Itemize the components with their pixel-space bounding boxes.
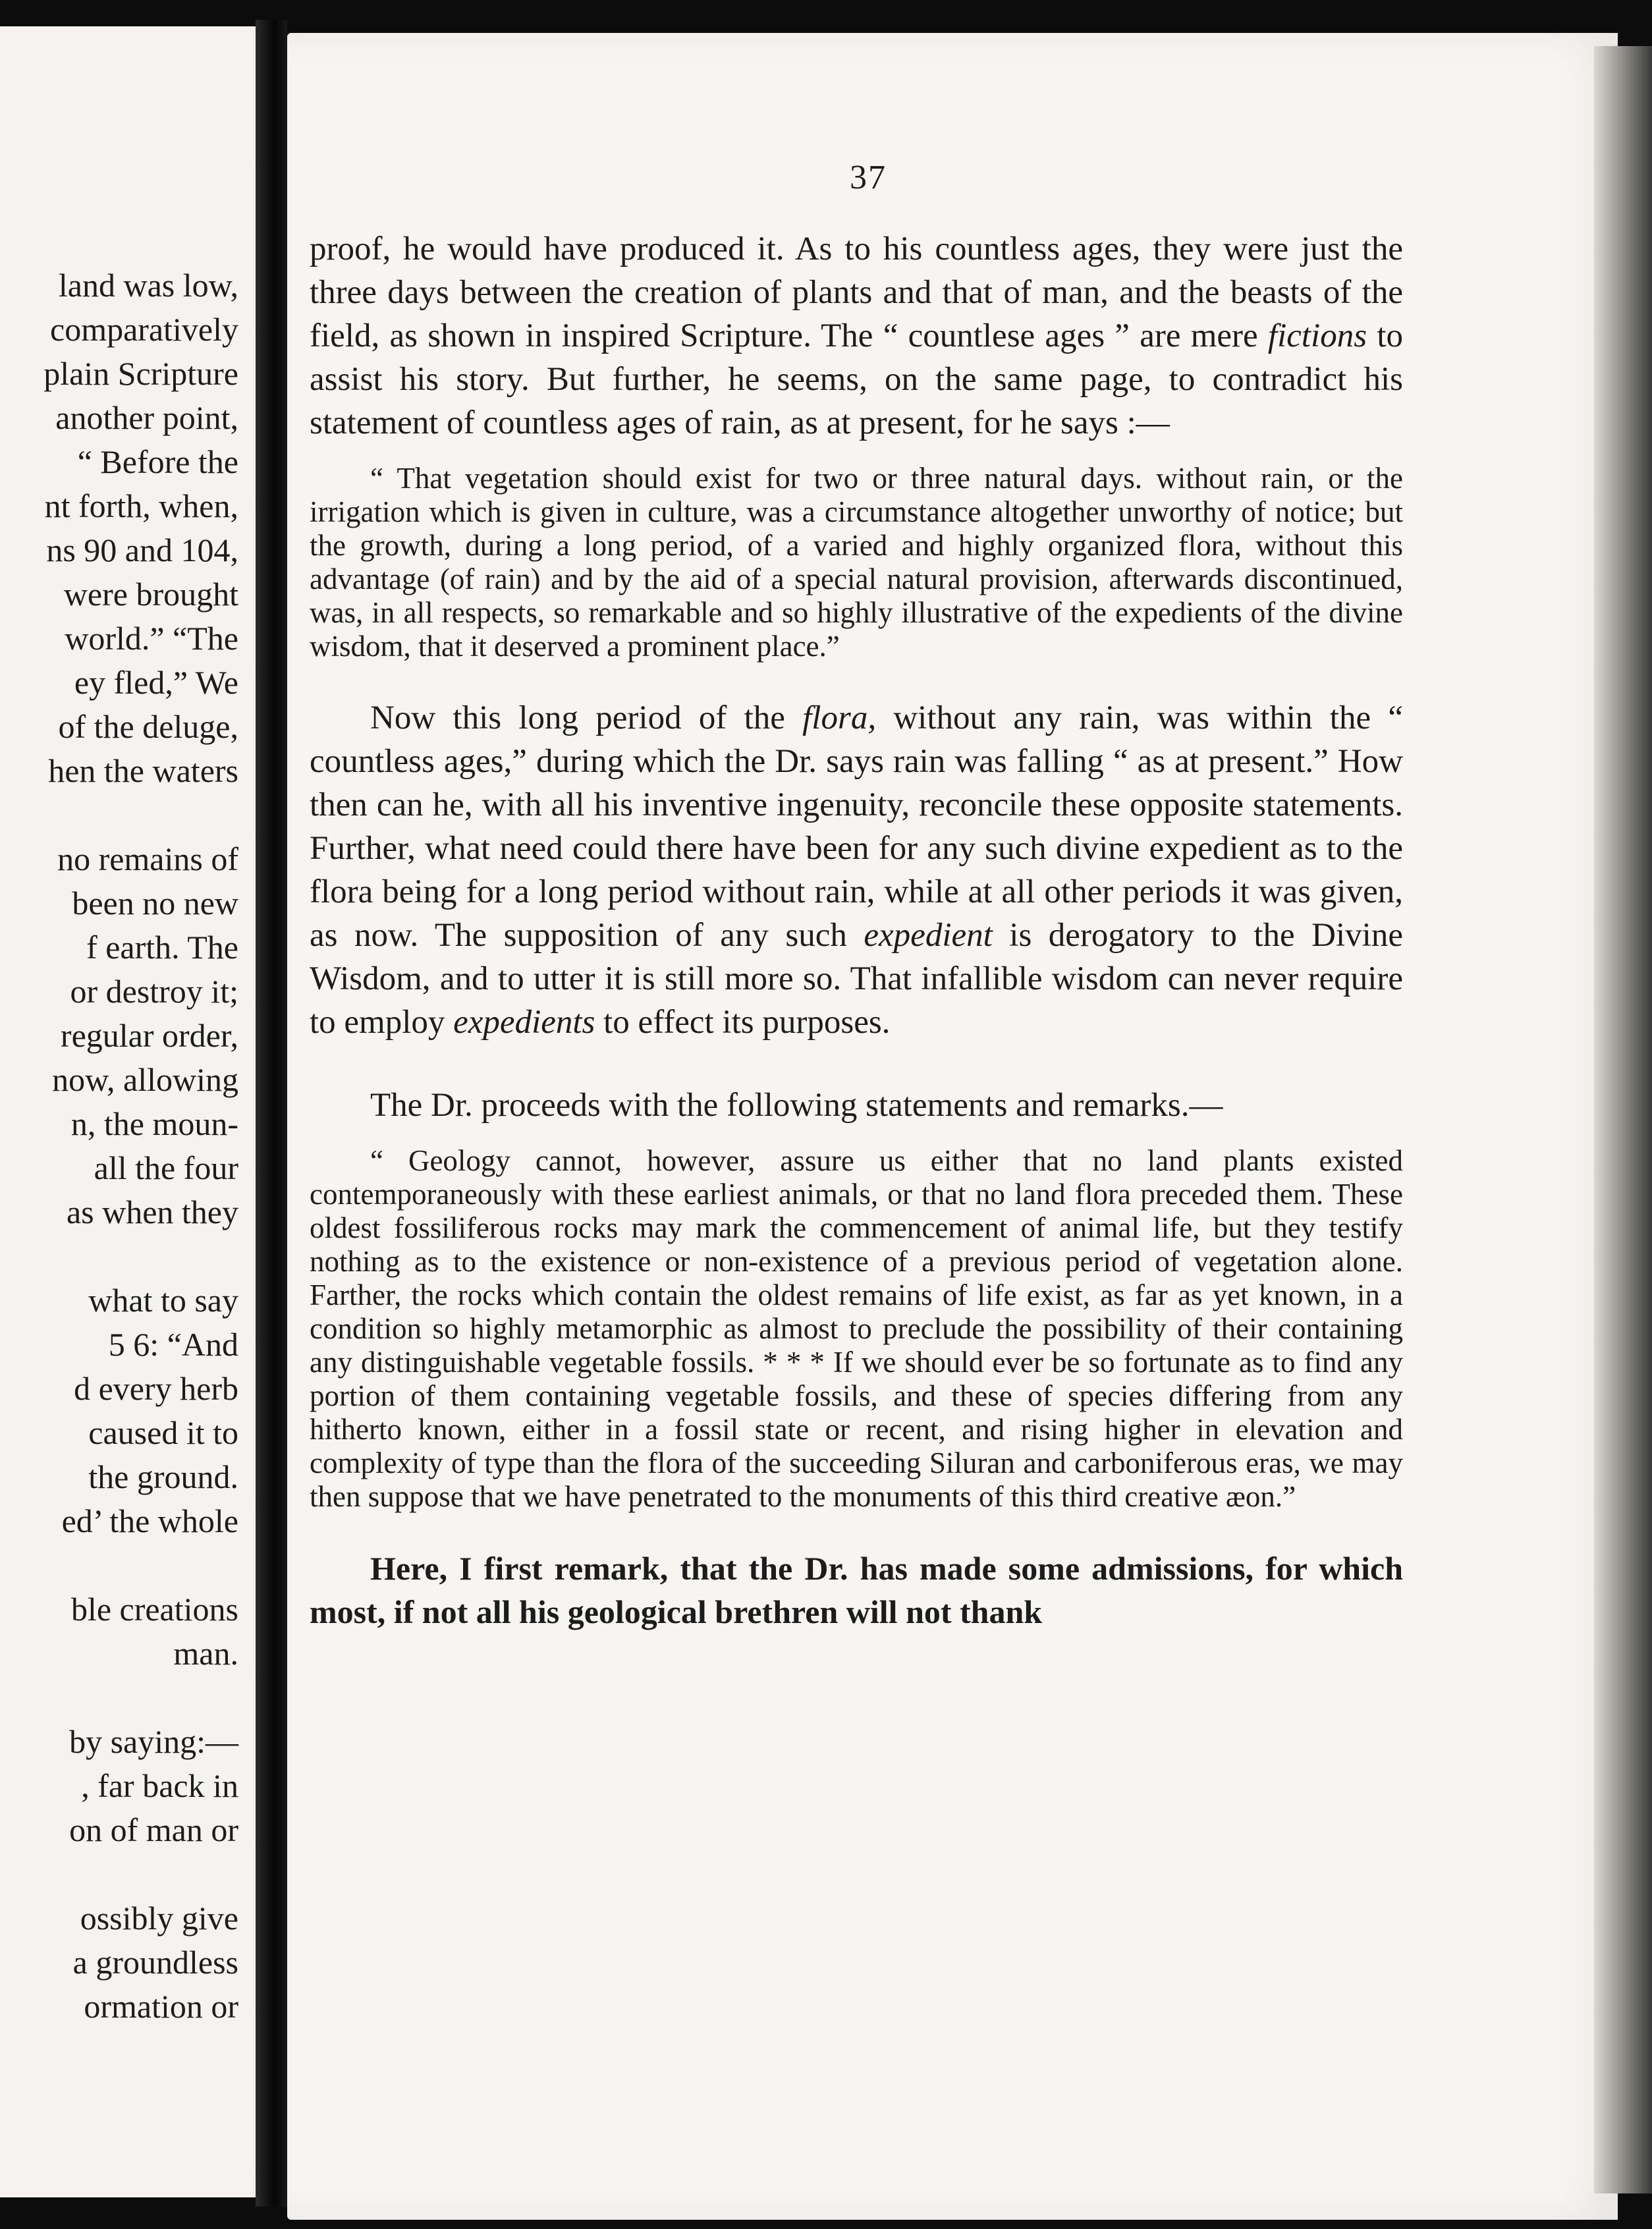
facing-page-line: d every herb — [74, 1370, 238, 1407]
paragraph-1-emphasis: fictions — [1267, 317, 1367, 354]
facing-page-line: ormation or — [84, 1988, 238, 2025]
facing-page-line: caused it to — [88, 1414, 238, 1451]
facing-page-line: ble creations — [70, 1591, 238, 1628]
facing-page-gap — [0, 793, 238, 837]
facing-page-line: ey fled,” We — [74, 664, 238, 701]
paragraph-2-text-b: without any rain, was within the “ countless ages,” during which the Dr. says rain was falling “ as at present.” How then can he, with all his inventive ingenuity, reconcile these opposite statements. Further, what need could there have been for any such divine expedient as to the flora being for a long period without rain, while at all other periods it was given, as now. The supposition of any such — [310, 700, 1403, 954]
facing-page-line: what to say — [88, 1282, 238, 1319]
paragraph-2-text-c: is derogatory to the Divine Wisdom, and to utter it is still more so. That infallible wisdom can never require to employ — [310, 917, 1403, 1041]
page-number: 37 — [850, 159, 887, 196]
facing-page-line: land was low, — [58, 267, 238, 304]
facing-page-line: by saying:— — [69, 1723, 238, 1760]
paragraph-2-emphasis-expedient: expedient — [864, 917, 993, 954]
facing-page-line: been no new — [72, 885, 238, 922]
facing-page-line: , far back in — [81, 1767, 238, 1804]
facing-page-line: regular order, — [60, 1017, 238, 1054]
facing-page-line: on of man or — [69, 1811, 238, 1848]
quotation-2: “ Geology cannot, however, assure us either that no land plants existed contemporaneously with these earliest animals, or that no land flora preceded them. These oldest fossiliferous rocks may mark the commencement of animal life, but they testify nothing as to the existence or non-existence of a previous period of vegetation alone. Farther, the rocks which contain the oldest remains of life exist, as far as yet known, in a condition so highly metamorphic as almost to preclude the possibility of their containing any distinguishable vegetable fossils. * * * If we should ever be so fortunate as to find any portion of them containing vegetable fossils, and these of species differing from any hitherto known, either in a fossil state or recent, and rising higher in elevation and complexity of type than the flora of the succeeding Siluran and carboniferous eras, we may then suppose that we have penetrated to the monuments of this third creative æon.” — [310, 1144, 1403, 1513]
facing-page-line: no remains of — [57, 840, 238, 877]
page-body — [310, 227, 1403, 1634]
facing-page-line: plain Scripture — [43, 355, 238, 392]
facing-page-line: f earth. The — [86, 929, 238, 966]
facing-page-line: world.” “The — [65, 620, 238, 657]
facing-page-line: “ Before the — [77, 443, 238, 480]
facing-page-line: comparatively — [50, 311, 238, 348]
facing-page — [0, 26, 256, 2197]
facing-page-line: n, the moun- — [70, 1105, 238, 1142]
paragraph-4: Here, I first remark, that the Dr. has made some admissions, for which most, if not all his geological brethren will not thank — [310, 1550, 1403, 1630]
paragraph-2-text-d: to effect its purposes. — [595, 1004, 891, 1041]
facing-page-line: ns 90 and 104, — [46, 532, 238, 568]
facing-page-line: all the four — [94, 1149, 238, 1186]
facing-page-line: ed’ the whole — [61, 1502, 238, 1539]
facing-page-gap — [0, 1676, 238, 1720]
facing-page-line: nt forth, when, — [44, 487, 238, 524]
facing-page-line: 5 6: “And — [108, 1326, 238, 1363]
facing-page-line: a groundless — [72, 1944, 238, 1981]
facing-page-line: now, allowing — [52, 1061, 238, 1098]
facing-page-line: as when they — [66, 1194, 238, 1230]
paragraph-2-text-a: Now this long period of the — [370, 700, 803, 736]
facing-page-line: hen the waters — [48, 752, 238, 789]
paragraph-1-text-b: to assist his story. But further, he seems, on the same page, to contradict his statement of countless ages of rain, as at present, for he says :— — [310, 317, 1404, 441]
paragraph-1 — [310, 227, 1403, 445]
facing-page-gap — [0, 1852, 238, 1896]
paragraph-3: The Dr. proceeds with the following statements and remarks.— — [370, 1087, 1223, 1124]
facing-page-line: the ground. — [88, 1458, 238, 1495]
facing-page-gap — [0, 1234, 238, 1279]
facing-page-line: or destroy it; — [70, 973, 238, 1010]
paragraph-2-emphasis-flora: flora, — [802, 700, 877, 736]
facing-page-text — [0, 263, 238, 2029]
facing-page-line: of the deluge, — [58, 708, 238, 745]
facing-page-line: ossibly give — [80, 1900, 238, 1937]
page-edge — [1594, 46, 1652, 2193]
paragraph-1-text-a: proof, he would have produced it. As to his countless ages, they were just the three days between the creation of plants and that of man, and the beasts of the field, as shown in inspired Scripture. The “ countlese ages ” are mere — [310, 231, 1403, 354]
facing-page-line: were brought — [63, 576, 238, 613]
paragraph-2 — [310, 696, 1403, 1044]
quotation-1: “ That vegetation should exist for two or three natural days. without rain, or the irrigation which is given in culture, was a circumstance altogether unworthy of notice; but the growth, during a long period, of a varied and highly organized flora, without this advantage (of rain) and by the aid of a special natural provision, afterwards discontinued, was, in all respects, so remarkable and so highly illustrative of the expedients of the divine wisdom, that it deserved a prominent place.” — [310, 462, 1403, 663]
paragraph-2-emphasis-expedients: expedients — [453, 1004, 595, 1041]
facing-page-line: another point, — [55, 399, 238, 436]
book-gutter — [256, 20, 287, 2207]
facing-page-gap — [0, 1543, 238, 1587]
facing-page-line: man. — [173, 1635, 238, 1672]
